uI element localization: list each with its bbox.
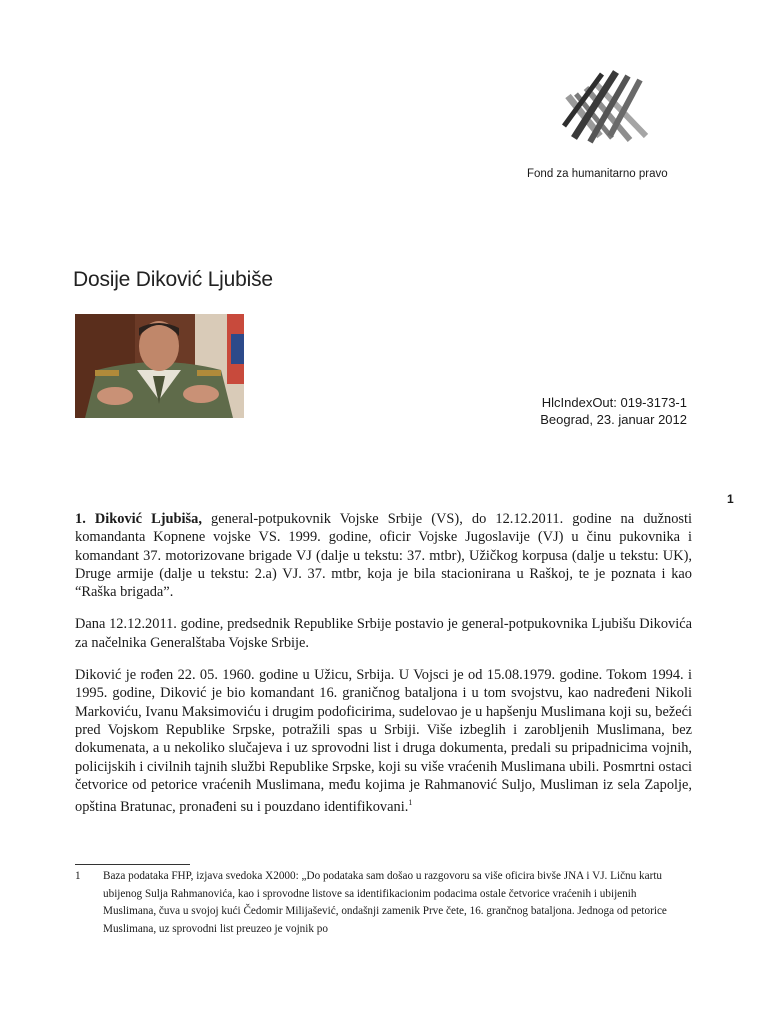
- fhp-logo-icon: [556, 66, 656, 150]
- hlc-index: HlcIndexOut: 019-3173-1: [541, 395, 687, 410]
- footnote-text: Baza podataka FHP, izjava svedoka X2000: „Do podataka sam došao u razgovoru sa više oficira bivše JNA i VJ. Ličnu kartu ubijenog Sulja Rahmanovića, kao i sprovodne listove sa identifikacionim podacima ostale četvorice vraćenih i ubijenih Muslimana, čuva u svojoj kući Čedomir Milijašević, ondašnji zamenik Prve čete, 16. grančnog bataljona. Jednoga od petorice Muslimana, uz sprovodni list preuzeo je vojnik po: [103, 870, 667, 935]
- paragraph-2: Dana 12.12.2011. godine, predsednik Republike Srbije postavio je general-potpukovnika Ljubišu Dikovića za načelnika Generalštaba Vojske Srbije.: [75, 616, 692, 651]
- footnote-ref[interactable]: 1: [408, 798, 413, 808]
- paragraph-3: Diković je rođen 22. 05. 1960. godine u Užicu, Srbija. U Vojsci je od 15.08.1979. godine. Tokom 1994. i 1995. godine, Diković je bio komandant 16. graničnog bataljona i u tom svojstvu, kao nadređeni Nikoli Markoviću, Ivanu Maksimoviću i drugim podoficirima, sudelovao je u hapšenju Muslimana koji su, bežeći pred Vojskom Republike Srpske, potražili spas u Srbiji. Više izbeglih i zarobljenih Muslimana, bez dokumenata, a u nekoliko slučajeva i uz sprovodni list i druga dokumenta, predali su pripadnicima vojnih, policijskih i civilnih tajnih službi Republike Srpske, koji su više vraćenih Muslimana ubili. Posmrtni ostaci četvorice od petorice vraćenih Muslimana, među kojima je Rahmanović Suljo, Musliman iz sela Zapolje, opština Bratunac, pronađeni su i pouzdano identifikovani.$^1$: [75, 667, 692, 815]
- footnote: [75, 868, 692, 938]
- portrait-photo: [75, 314, 244, 418]
- body-text: [75, 510, 692, 830]
- footnote-number: 1: [75, 870, 81, 882]
- paragraph-1: 1. Diković Ljubiša, general-potpukovnik Vojske Srbije (VS), do 12.12.2011. godine na dužnosti komandanta Kopnene vojske VS. 1999. godine, oficir Vojske Jugoslavije (VJ) u činu pukovnika i komandant 37. motorizovane brigade VJ (dalje u tekstu: 37. mtbr), Užičkog korpusa (dalje u tekstu: UK), Druge armije (dalje u tekstu: 2.a) VJ. 37. mtbr, koja je bila stacionirana u Raškoj, te je poznata i kao “Raška brigada”.: [75, 511, 692, 601]
- document-date: Beograd, 23. januar 2012: [540, 412, 687, 427]
- paragraph-lead: 1. Diković Ljubiša,: [75, 511, 202, 527]
- document-title: Dosije Diković Ljubiše: [73, 268, 273, 291]
- document-meta: [540, 394, 687, 428]
- page-number: 1: [727, 492, 734, 506]
- footnote-divider: [75, 864, 190, 865]
- organization-name: Fond za humanitarno pravo: [527, 168, 668, 180]
